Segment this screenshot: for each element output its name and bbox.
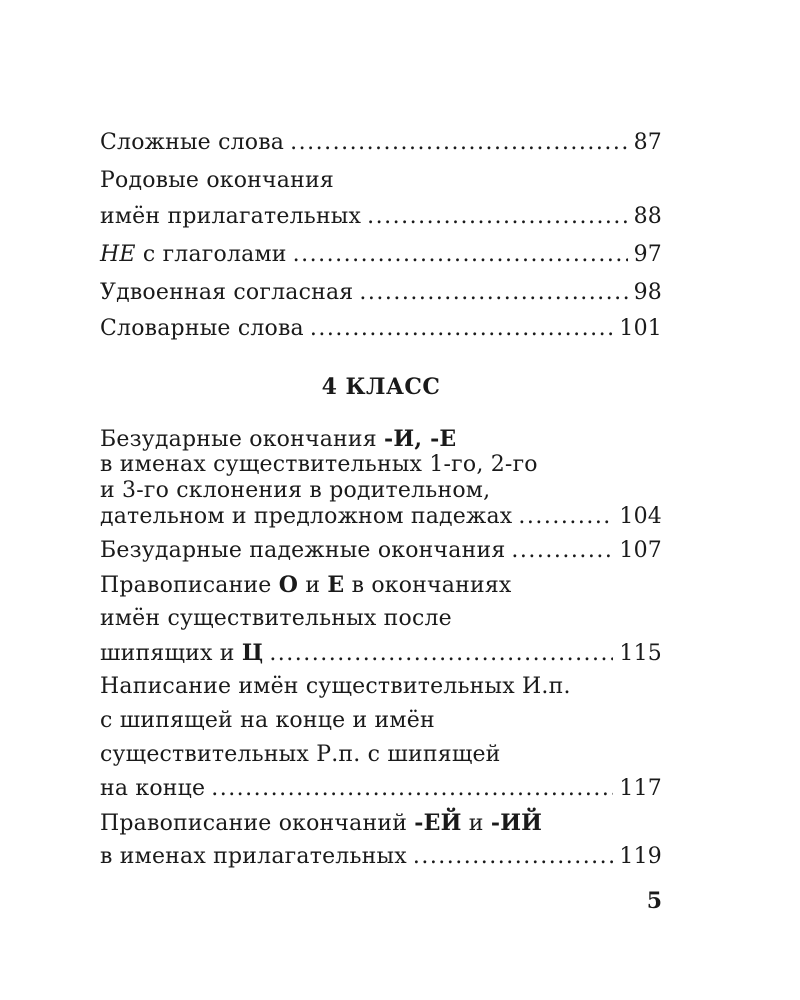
dot-leader bbox=[211, 776, 613, 801]
toc-entry-ne-verbs bbox=[100, 242, 662, 267]
toc-entry-title: Написание имён существительных И.п. bbox=[100, 674, 571, 699]
toc-page bbox=[100, 0, 662, 1000]
dot-leader bbox=[290, 130, 627, 155]
toc-entry-title: и 3-го склонения в родительном, bbox=[100, 478, 491, 503]
bold-endings: -И, -Е bbox=[384, 426, 457, 452]
toc-entry-title: шипящих и Ц bbox=[100, 640, 264, 666]
toc-entry-nouns-sibilant-ending bbox=[100, 776, 662, 801]
toc-entry-page: 98 bbox=[633, 280, 662, 305]
toc-entry-adjective-ey-iy bbox=[100, 844, 662, 869]
dot-leader bbox=[293, 242, 628, 267]
toc-entry-title: существительных Р.п. с шипящей bbox=[100, 742, 501, 767]
toc-entry-o-e-after-sibilants bbox=[100, 640, 662, 666]
toc-entry-title-line bbox=[100, 810, 662, 836]
toc-entry-page: 119 bbox=[619, 844, 662, 869]
toc-entry-page: 97 bbox=[633, 242, 662, 267]
toc-entry-title: Правописание окончаний -ЕЙ и -ИЙ bbox=[100, 810, 543, 836]
dot-leader bbox=[511, 538, 613, 563]
toc-entry-page: 107 bbox=[619, 538, 662, 563]
toc-entry-title: на конце bbox=[100, 776, 206, 801]
toc-entry-title: с шипящей на конце и имён bbox=[100, 708, 435, 733]
dot-leader bbox=[413, 844, 614, 869]
toc-entry-title-line bbox=[100, 478, 662, 503]
toc-entry-title: Безударные окончания -И, -Е bbox=[100, 426, 457, 452]
dot-leader bbox=[359, 280, 627, 305]
dot-leader bbox=[310, 316, 614, 341]
toc-entry-case-endings bbox=[100, 538, 662, 563]
toc-entry-page: 117 bbox=[619, 776, 662, 801]
toc-entry-title: в именах существительных 1-го, 2-го bbox=[100, 452, 538, 477]
toc-entry-title-line bbox=[100, 674, 662, 699]
dot-leader bbox=[269, 641, 613, 666]
toc-entry-title: Словарные слова bbox=[100, 316, 304, 341]
toc-entry-page: 101 bbox=[619, 316, 662, 341]
toc-entry-title: дательном и предложном падежах bbox=[100, 504, 513, 529]
toc-entry-unstressed-endings bbox=[100, 504, 662, 529]
toc-entry-title-rest: с глаголами bbox=[142, 242, 287, 267]
toc-entry-title-line bbox=[100, 606, 662, 631]
toc-entry-title: Безударные падежные окончания bbox=[100, 538, 506, 563]
toc-entry-title-line bbox=[100, 742, 662, 767]
toc-entry-page: 88 bbox=[633, 204, 662, 229]
dot-leader bbox=[367, 204, 627, 229]
toc-entry-page: 104 bbox=[619, 504, 662, 529]
toc-entry-title bbox=[100, 242, 287, 267]
toc-entry-page: 115 bbox=[619, 641, 662, 666]
toc-entry-title-line bbox=[100, 572, 662, 598]
toc-entry-double-consonant bbox=[100, 280, 662, 305]
toc-entry-dictionary-words bbox=[100, 316, 662, 341]
toc-entry-adjective-endings bbox=[100, 204, 662, 229]
toc-entry-title: Правописание О и Е в окончаниях bbox=[100, 572, 512, 598]
section-heading: 4 КЛАСС bbox=[321, 374, 441, 400]
toc-entry-title: имён прилагательных bbox=[100, 204, 362, 229]
page-number: 5 bbox=[646, 888, 662, 914]
toc-entry-title: Удвоенная согласная bbox=[100, 280, 354, 305]
toc-entry-title-line bbox=[100, 426, 662, 452]
toc-entry-title: имён существительных после bbox=[100, 606, 452, 631]
toc-entry-title: Родовые окончания bbox=[100, 168, 334, 193]
italic-ne: НЕ bbox=[100, 242, 136, 267]
toc-entry-complex-words bbox=[100, 130, 662, 155]
toc-entry-title-line bbox=[100, 452, 662, 477]
toc-entry-title: Сложные слова bbox=[100, 130, 285, 155]
dot-leader bbox=[518, 504, 613, 529]
toc-entry-title: в именах прилагательных bbox=[100, 844, 407, 869]
toc-entry-title-line bbox=[100, 168, 662, 193]
toc-entry-title-line bbox=[100, 708, 662, 733]
toc-entry-page: 87 bbox=[633, 130, 662, 155]
